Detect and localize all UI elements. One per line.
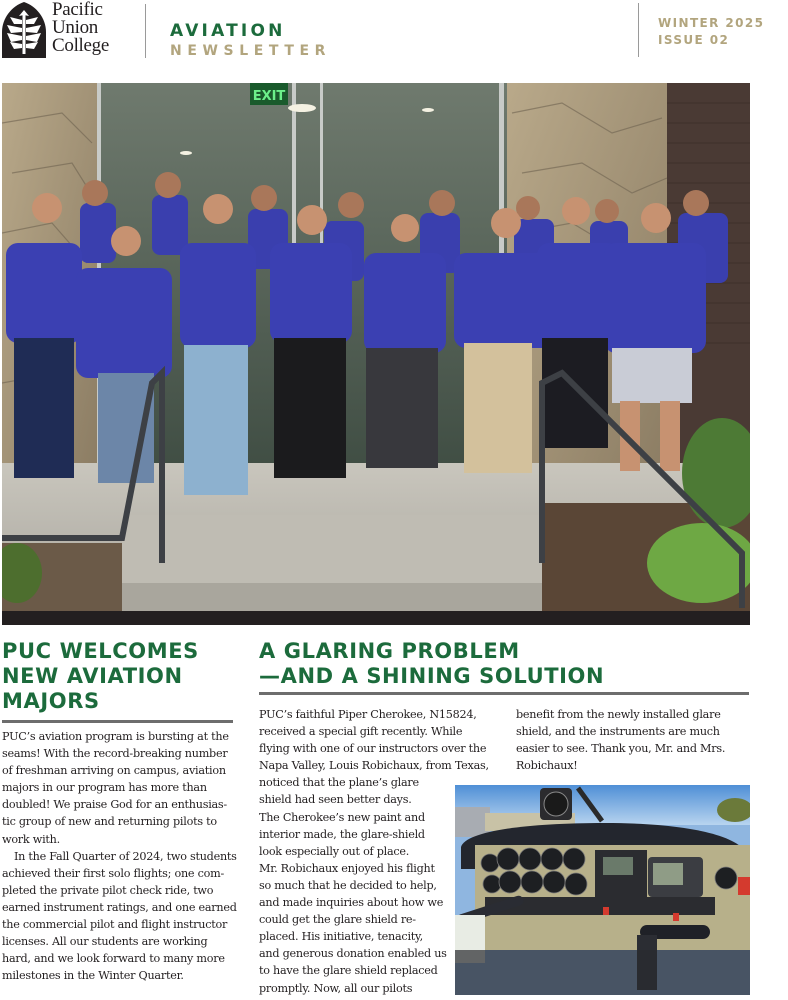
wordmark-line: College xyxy=(52,35,109,56)
college-logo-leaf-icon xyxy=(2,2,46,58)
newsletter-title-aviation: AVIATION xyxy=(170,21,286,41)
article-body-glare-col1: PUC’s faithful Piper Cherokee, N15824, received a special gift recently. While flying with one of our instructors over the Napa Valley, Louis Robichaux, from Texas, noticed that the plane’s glare shield had seen better days. The Cherokee’s new paint and interior made, the glare-shield look especially out of place. Mr. Robichaux enjoyed his flight so much that he decided to help, and made inquiries about how we could get the glare shield re- placed. His initiative, tenacity, and generous donation enabled us to have the glare shield replaced promptly. Now, all our pilots xyxy=(259,708,489,995)
headline-line: PUC WELCOMES xyxy=(2,639,199,663)
article-body-welcomes xyxy=(2,728,238,984)
photo-bottom-bar xyxy=(2,611,750,625)
wordmark-line: Union xyxy=(52,17,99,38)
group-photo-illustration xyxy=(2,83,750,611)
newsletter-header xyxy=(0,0,788,80)
issue-number: ISSUE 02 xyxy=(658,33,730,47)
headline-rule xyxy=(259,692,749,695)
headline-line: A GLARING PROBLEM xyxy=(259,639,520,663)
college-wordmark xyxy=(52,1,109,55)
article-body-glare-col2: benefit from the newly installed glare shield, and the instruments are much easier to see. Thank you, Mr. and Mrs. Robichaux! xyxy=(516,708,726,773)
headline-glaring-problem xyxy=(259,639,759,689)
headline-rule xyxy=(2,720,233,723)
headline-line: —AND A SHINING SOLUTION xyxy=(259,664,605,688)
paragraph-1: PUC’s aviation program is bursting at the seams! With the record-breaking number of freshman arriving on campus, aviation majors in our program has more than doubled! We praise God for an enthusias- tic group of new and returning pilots to work with. xyxy=(2,730,229,846)
cockpit-photo xyxy=(455,785,750,995)
header-divider xyxy=(145,4,146,58)
headline-line: MAJORS xyxy=(2,689,100,713)
wordmark-line: Pacific xyxy=(52,0,103,20)
header-divider xyxy=(638,3,639,57)
paragraph-2: In the Fall Quarter of 2024, two students achieved their first solo flights; one com- pleted the private pilot check ride, two earned instrument ratings, and one earned the commercial pilot and flight instructor licenses. All our students are working hard, and we look forward to many more milestones in the Winter Quarter. xyxy=(2,849,237,983)
cockpit-illustration xyxy=(455,785,750,995)
headline-line: NEW AVIATION xyxy=(2,664,183,688)
exit-sign: EXIT xyxy=(252,89,286,104)
headline-welcomes-majors xyxy=(2,639,242,714)
issue-season: WINTER 2025 xyxy=(658,16,765,30)
newsletter-title-newsletter: NEWSLETTER xyxy=(170,43,332,59)
group-photo xyxy=(2,83,750,611)
